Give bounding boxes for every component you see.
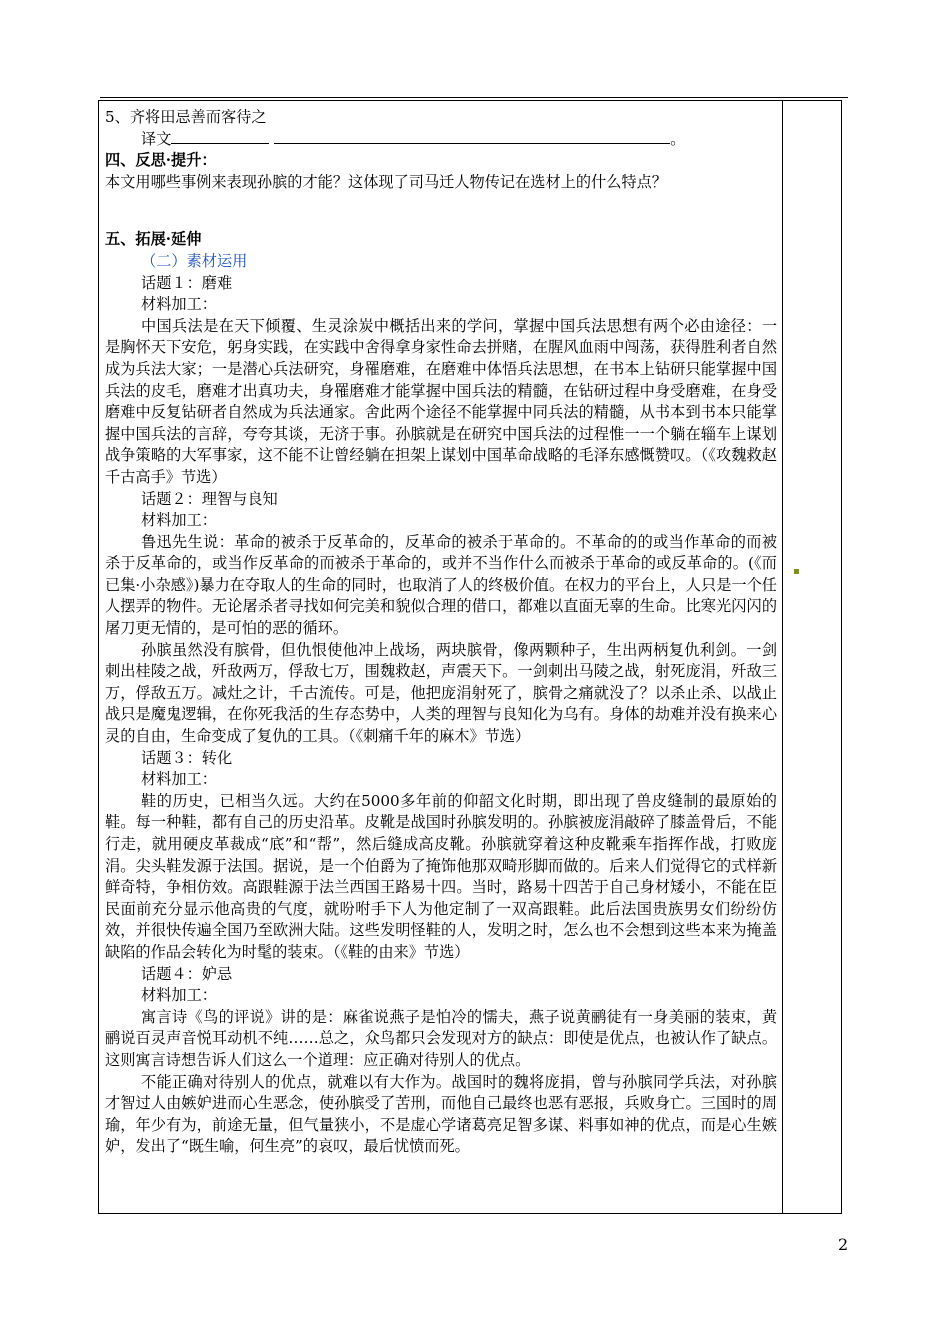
topic4-paragraph-1: 寓言诗《鸟的评说》讲的是：麻雀说燕子是怕冷的懦夫，燕子说黄鹂徒有一身美丽的装束，黄鹂说百灵声音悦耳动机不纯……总之，众鸟都只会发现对方的缺点：即使是优点，也被认作了缺点。这则寓言诗想告诉人们这么一个道理：应正确对待别人的优点。: [105, 1007, 777, 1069]
topic3-title: 话题３：转化: [141, 748, 233, 767]
content-table: [98, 100, 842, 1214]
topic2-title: 话题２：理智与良知: [141, 489, 278, 508]
translate-label: 译文: [141, 129, 172, 148]
column-divider: [782, 101, 783, 1213]
topic4-title: 话题４：妒忌: [141, 964, 233, 983]
topic4-label: 材料加工：: [141, 986, 217, 1005]
answer-blank-1[interactable]: [171, 129, 269, 144]
answer-blank-2[interactable]: [274, 129, 670, 144]
page-number: 2: [838, 1235, 849, 1254]
topic1-paragraph: 中国兵法是在天下倾覆、生灵涂炭中概括出来的学问，掌握中国兵法思想有两个必由途径：一是胸怀天下安危，躬身实践，在实践中舍得拿身家性命去拼赌，在腥风血雨中闯荡，获得胜利者自然成为兵法大家；一是潜心兵法研究，身罹磨难，在磨难中体悟兵法思想，在书本上钻研只能掌握中国兵法的皮毛，磨难才出真功夫，身罹磨难才能掌握中国兵法的精髓，在钻研过程中身受磨难，在身受磨难中反复钻研者自然成为兵法通家。舍此两个途径不能掌握中同兵法的精髓，从书本到书本只能掌握中国兵法的言辞，夸夸其谈，无济于事。孙膑就是在研究中国兵法的过程惟一一个躺在辎车上谋划战争策略的大军事家，这不能不让曾经躺在担架上谋划中国革命战略的毛泽东感慨赞叹。（《攻魏救赵千古高手》节选）: [105, 316, 777, 486]
section5-title: 五、拓展·延伸: [105, 230, 202, 249]
topic1-label: 材料加工：: [141, 295, 217, 314]
topic2-label: 材料加工：: [141, 511, 217, 530]
topic1-title: 话题１：磨难: [141, 273, 233, 292]
stray-mark-dot: ▪: [793, 566, 800, 577]
section5-subtitle: （二）素材运用: [141, 251, 248, 270]
topic2-paragraph-2: 孙膑虽然没有膑骨，但仇恨使他冲上战场，两块膑骨，像两颗种子，生出两柄复仇利剑。一剑刺出桂陵之战，歼敌两万，俘敌七万，围魏救赵，声震天下。一剑刺出马陵之战，射死庞涓，歼敌三万，俘敌五万。减灶之计，千古流传。可是，他把庞涓射死了，膑骨之痛就没了？以杀止杀、以战止战只是魔鬼逻辑，在你死我活的生存态势中，人类的理智与良知化为乌有。身体的劫难并没有换来心灵的自由，生命变成了复仇的工具。（《刺痛千年的麻木》节选）: [105, 640, 777, 746]
translate-end-mark: 。: [670, 129, 686, 148]
item5-text: 5、齐将田忌善而客待之: [105, 108, 267, 126]
topic3-paragraph: 鞋的历史，已相当久远。大约在5000多年前的仰韶文化时期，即出现了兽皮缝制的最原始的鞋。每一种鞋，都有自己的历史沿革。皮靴是战国时孙膑发明的。孙膑被庞涓敲碎了膝盖骨后，不能行走，就用硬皮革裁成“底”和“帮”，然后缝成高皮靴。孙膑就穿着这种皮靴乘车指挥作战，打败庞涓。尖头鞋发源于法国。据说，是一个伯爵为了掩饰他那双畸形脚而做的。后来人们觉得它的式样新鲜奇特，争相仿效。高跟鞋源于法兰西国王路易十四。当时，路易十四苦于自己身材矮小，不能在臣民面前充分显示他高贵的气度，就吩咐手下人为他定制了一双高跟鞋。此后法国贵族男女们纷纷仿效，并很快传遍全国乃至欧洲大陆。这些发明怪鞋的人，发明之时，怎么也不会想到这些本来为掩盖缺陷的作品会转化为时髦的装束。（《鞋的由来》节选）: [105, 791, 777, 961]
topic3-label: 材料加工：: [141, 770, 217, 789]
header-rule: [100, 97, 848, 98]
item5-translate-line: [105, 129, 777, 151]
topic4-paragraph-2: 不能正确对待别人的优点，就难以有大作为。战国时的魏将庞捐，曾与孙膑同学兵法，对孙膑才智过人由嫉妒进而心生恶念，使孙膑受了苦刑，而他自己最终也恶有恶报，兵败身亡。三国时的周瑜，年少有为，前途无量，但气量狭小，不是虚心学诸葛亮足智多谋、料事如神的优点，而是心生嫉妒，发出了“既生喻，何生亮”的哀叹，最后忧愤而死。: [105, 1072, 777, 1156]
section4-title: 四、反思·提升：: [105, 151, 217, 170]
main-cell: [105, 107, 777, 1158]
section4-question: 本文用哪些事例来表现孙膑的才能？这体现了司马迁人物传记在选材上的什么特点？: [105, 172, 667, 191]
topic2-paragraph-1: 鲁迅先生说：革命的被杀于反革命的，反革命的被杀于革命的。不革命的的或当作革命的而被杀于反革命的，或当作反革命的而被杀于革命的，或并不当作什么而被杀于革命的或反革命的。(《而已集·小杂感》)暴力在夺取人的生命的同时，也取消了人的终极价值。在权力的平台上，人只是一个任人摆弄的物件。无论屠杀者寻找如何完美和貌似合理的借口，都难以直面无辜的生命。比寒光闪闪的屠刀更无情的，是可怕的恶的循环。: [105, 532, 777, 638]
